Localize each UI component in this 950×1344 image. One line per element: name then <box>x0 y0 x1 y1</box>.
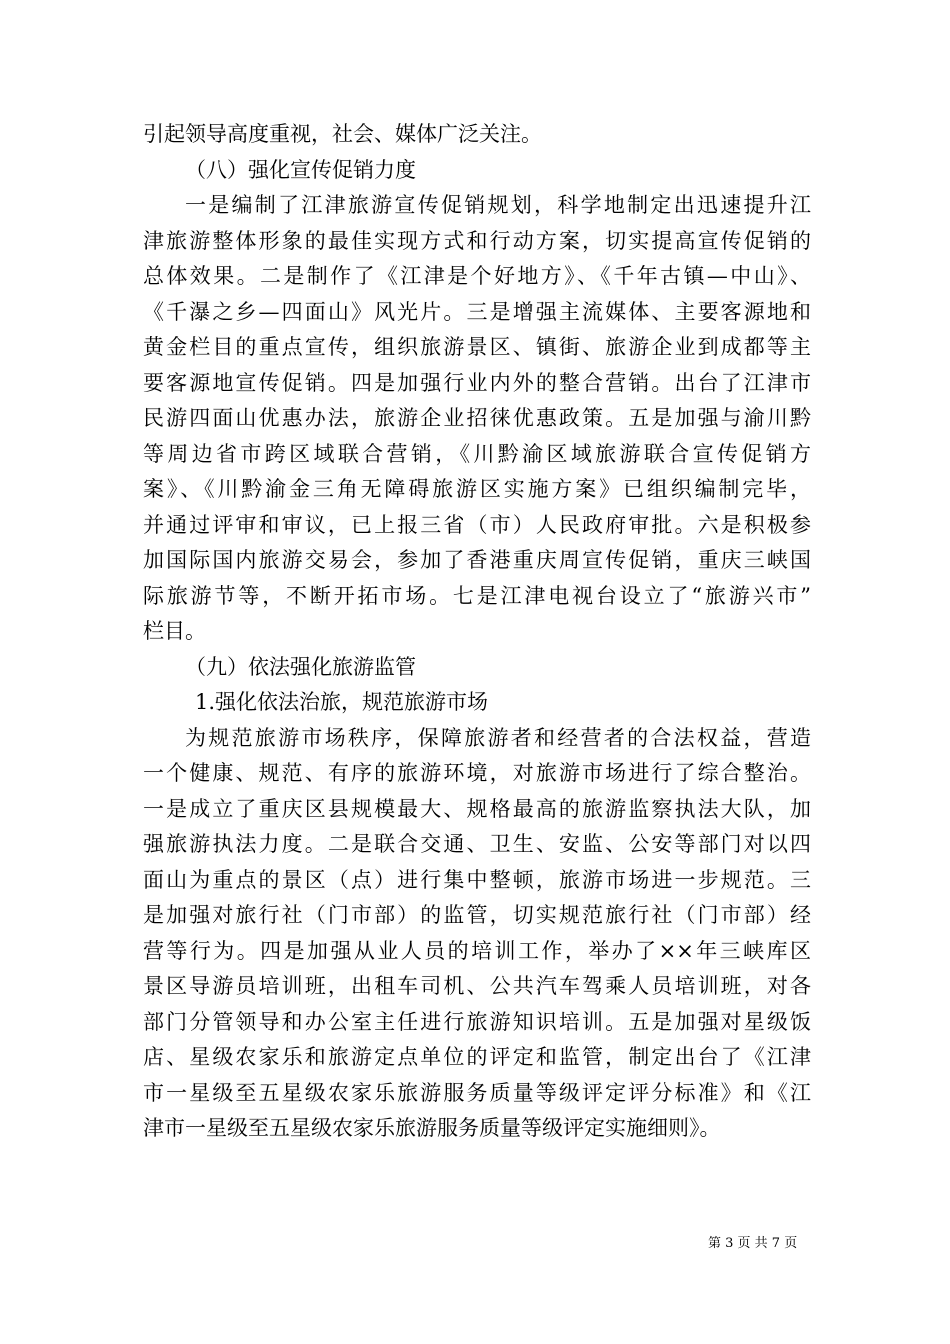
paragraph-line: 并通过评审和审议，已上报三省（市）人民政府审批。六是积极参 <box>143 512 811 537</box>
paragraph-line: 一是成立了重庆区县规模最大、规格最高的旅游监察执法大队，加 <box>143 796 811 821</box>
section-heading: （八）强化宣传促销力度 <box>185 157 416 182</box>
paragraph-line: 营等行为。四是加强从业人员的培训工作，举办了××年三峡库区 <box>143 938 811 963</box>
section-heading: （九）依法强化旅游监管 <box>185 654 416 679</box>
paragraph-line: 市一星级至五星级农家乐旅游服务质量等级评定评分标准》和《江 <box>143 1080 811 1105</box>
paragraph-line: 面山为重点的景区（点）进行集中整顿，旅游市场进一步规范。三 <box>143 867 811 892</box>
paragraph-line: 案》、《川黔渝金三角无障碍旅游区实施方案》已组织编制完毕， <box>143 477 811 501</box>
paragraph-line: 一个健康、规范、有序的旅游环境，对旅游市场进行了综合整治。 <box>143 761 811 785</box>
paragraph-line: 一是编制了江津旅游宣传促销规划，科学地制定出迅速提升江 <box>185 193 811 217</box>
paragraph-line: 为规范旅游市场秩序，保障旅游者和经营者的合法权益，营造 <box>185 725 811 750</box>
paragraph-line: 部门分管领导和办公室主任进行旅游知识培训。五是加强对星级饭 <box>143 1009 811 1034</box>
paragraph-line: 要客源地宣传促销。四是加强行业内外的整合营销。出台了江津市 <box>143 370 811 395</box>
page-indicator: 第 3 页 共 7 页 <box>708 1236 798 1251</box>
paragraph-line: 加国际国内旅游交易会，参加了香港重庆周宣传促销，重庆三峡国 <box>143 548 811 572</box>
paragraph-line: 黄金栏目的重点宣传，组织旅游景区、镇街、旅游企业到成都等主 <box>143 335 811 359</box>
document-body <box>143 117 811 1147</box>
paragraph-line: 民游四面山优惠办法，旅游企业招徕优惠政策。五是加强与渝川黔 <box>143 406 811 430</box>
paragraph-line: 津市一星级至五星级农家乐旅游服务质量等级评定实施细则》。 <box>143 1116 721 1140</box>
paragraph-line: 店、星级农家乐和旅游定点单位的评定和监管，制定出台了《江津 <box>143 1045 811 1069</box>
subsection-heading: 1.强化依法治旅，规范旅游市场 <box>195 690 489 714</box>
paragraph-line: 栏目。 <box>143 619 206 643</box>
paragraph-line: 强旅游执法力度。二是联合交通、卫生、安监、公安等部门对以四 <box>143 832 811 856</box>
paragraph-line: 景区导游员培训班，出租车司机、公共汽车驾乘人员培训班，对各 <box>143 974 811 998</box>
paragraph-line: 是加强对旅行社（门市部）的监管，切实规范旅行社（门市部）经 <box>143 903 811 927</box>
paragraph-line: 等周边省市跨区域联合营销，《川黔渝区域旅游联合宣传促销方 <box>143 441 811 466</box>
paragraph-line: 《千瀑之乡—四面山》风光片。三是增强主流媒体、主要客源地和 <box>143 299 811 324</box>
paragraph-line: 引起领导高度重视，社会、媒体广泛关注。 <box>143 122 542 146</box>
paragraph-line: 津旅游整体形象的最佳实现方式和行动方案，切实提高宣传促销的 <box>143 228 811 253</box>
paragraph-line: 际旅游节等，不断开拓市场。七是江津电视台设立了“旅游兴市” <box>143 583 811 608</box>
paragraph-line: 总体效果。二是制作了《江津是个好地方》、《千年古镇—中山》、 <box>143 264 811 288</box>
